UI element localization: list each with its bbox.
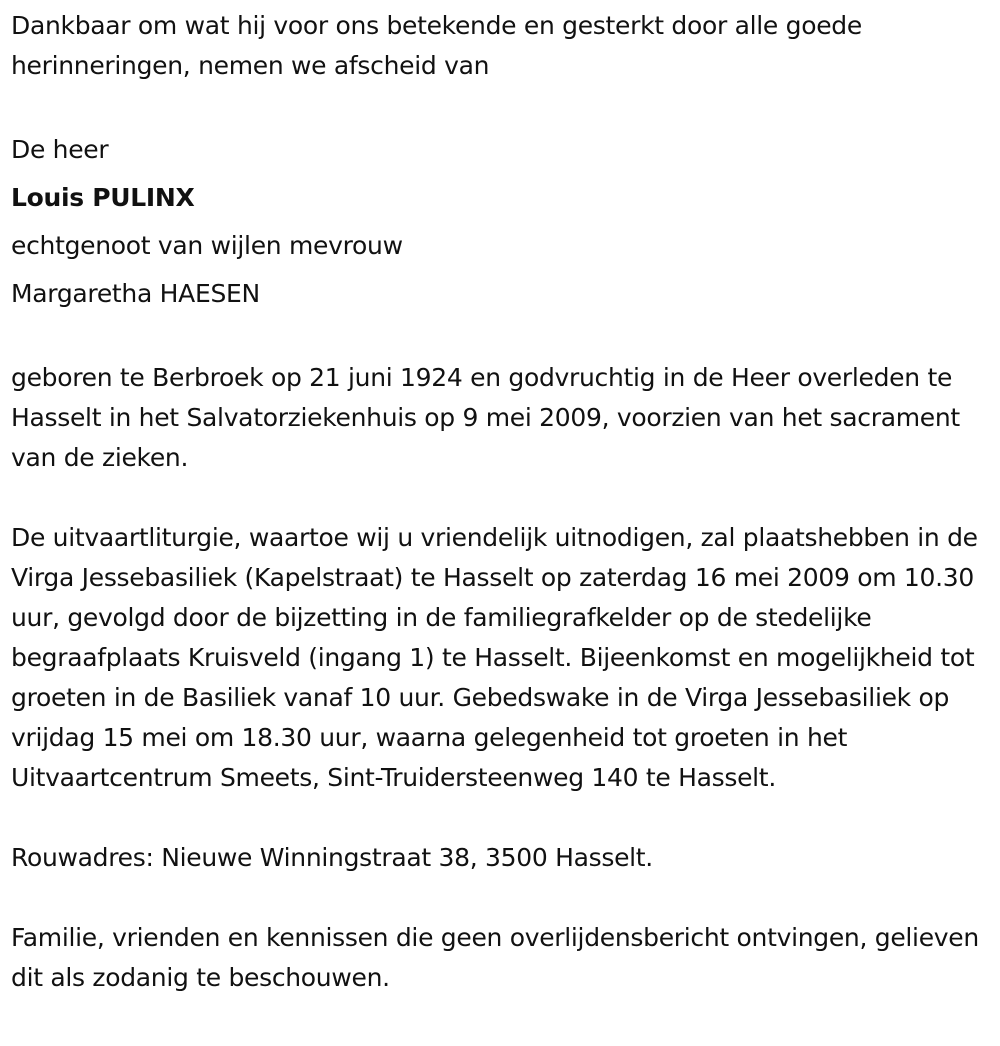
title-prefix: De heer <box>11 135 109 164</box>
closing-paragraph: Familie, vrienden en kennissen die geen overlijdensbericht ontvingen, gelieven dit als zodanig te beschouwen. <box>11 923 979 992</box>
obituary-notice <box>11 6 991 998</box>
deceased-name: Louis PULINX <box>11 183 195 212</box>
funeral-info-paragraph: De uitvaartliturgie, waartoe wij u vriendelijk uitnodigen, zal plaatshebben in de Virga Jessebasiliek (Kapelstraat) te Hasselt op zaterdag 16 mei 2009 om 10.30 uur, gevolgd door de bijzetting in de familiegrafkelder op de stedelijke begraafplaats Kruisveld (ingang 1) te Hasselt. Bijeenkomst en mogelijkheid tot groeten in de Basiliek vanaf 10 uur. Gebedswake in de Virga Jessebasiliek op vrijdag 15 mei om 18.30 uur, waarna gelegenheid tot groeten in het Uitvaartcentrum Smeets, Sint-Truidersteenweg 140 te Hasselt. <box>11 523 978 792</box>
mourning-address: Rouwadres: Nieuwe Winningstraat 38, 3500 Hasselt. <box>11 843 653 872</box>
spacer <box>11 798 991 838</box>
spacer <box>11 478 991 518</box>
spacer <box>11 878 991 918</box>
intro-paragraph: Dankbaar om wat hij voor ons betekende en gesterkt door alle goede herinneringen, nemen we afscheid van <box>11 11 862 80</box>
spacer <box>11 318 991 358</box>
spacer <box>11 86 991 126</box>
spouse-relation: echtgenoot van wijlen mevrouw <box>11 231 403 260</box>
birth-death-paragraph: geboren te Berbroek op 21 juni 1924 en godvruchtig in de Heer overleden te Hasselt in het Salvatorziekenhuis op 9 mei 2009, voorzien van het sacrament van de zieken. <box>11 363 960 472</box>
spouse-name: Margaretha HAESEN <box>11 279 260 308</box>
